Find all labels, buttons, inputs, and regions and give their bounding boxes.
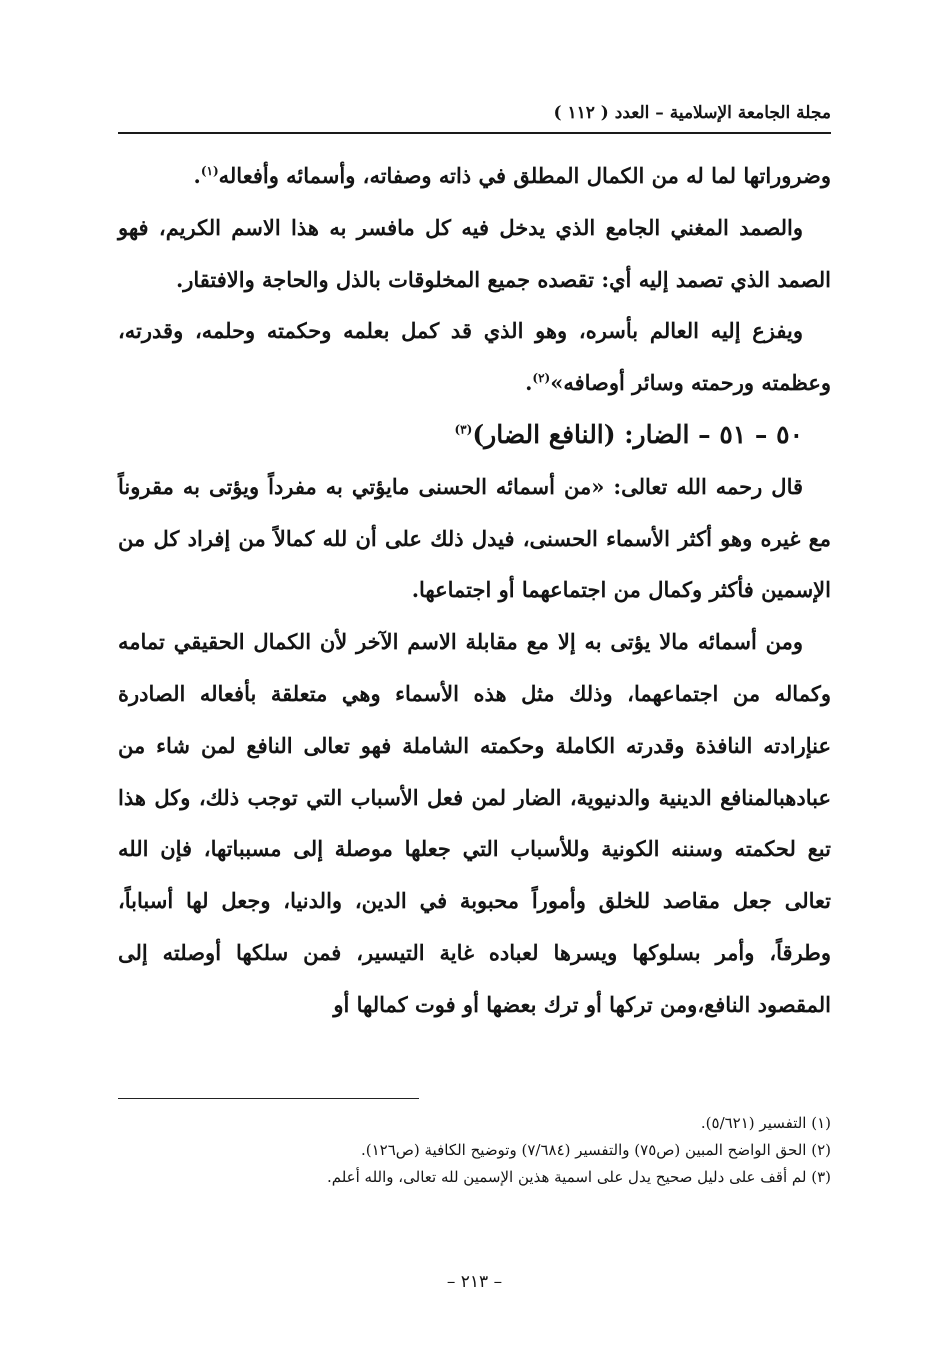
footnote-rule [118,1098,419,1099]
footnote-ref-1: (١) [200,164,219,178]
footnote-2: (٢) الحق الواضح المبين (ص٧٥) والتفسير (٧/٦٨٤) وتوضيح الكافية (ص١٢٦). [360,1141,831,1159]
paragraph-2: والصمد المغني الجامع الذي يدخل فيه كل مافسر به هذا الاسم الكريم، فهو الصمد الذي تصمد إليه أي: تقصده جميع المخلوقات بالذل والحاجة والافتقار. [118,214,831,292]
footnote-ref-2: (٢) [532,371,551,386]
body-text [118,150,831,1031]
header-rule [118,132,831,134]
footnote-3: (٣) لم أقف على دليل صحيح يدل على اسمية هذين الإسمين لله تعالى، والله أعلم. [326,1168,831,1186]
footnote-ref-3: (٣) [454,422,473,437]
paragraph-5: ومن أسمائه مالا يؤتى به إلا مع مقابلة الاسم الآخر لأن الكمال الحقيقي تمامه وكماله من اجتماعهما، وذلك مثل هذه الأسماء وهي متعلقة بأفعاله الصادرة عنإرادته النافذة وقدرته الكاملة وحكمته الشاملة فهو تعالى النافع لمن شاء من عبادهبالمنافع الدينية والدنيوية، الضار لمن فعل الأسباب التي توجب ذلك، وكل هذا تبع لحكمته وسننه الكونية وللأسباب التي جعلها موصلة إلى مسبباتها، فإن الله تعالى جعل مقاصد للخلق وأموراً محبوبة في الدين، والدنيا، وجعل لها أسباباً، وطرقاً، وأمر بسلوكها ويسرها لعباده غاية التيسير، فمن سلكها أوصلته إلى المقصود النافع،ومن تركها أو ترك بعضها أو فوت كمالها أو [118,629,831,1017]
paragraph-1: وضروراتها لما له من الكمال المطلق في ذاته وصفاته، وأسمائه وأفعاله$^{(١)}$. [193,163,831,188]
paragraph-4: قال رحمه الله تعالى: «من أسمائه الحسنى مايؤتي به مفرداً ويؤتى به مقروناً مع غيره وهو أكثر الأسماء الحسنى، فيدل ذلك على أن لله كمالاً من إفراد كل من الإسمين فأكثر وكمال من اجتماعهما أو اجتماعها. [118,473,831,603]
footnotes [118,1110,831,1191]
page-number: – ٢١٣ – [446,1272,503,1292]
footnote-1: (١) التفسير (٥/٦٢١). [700,1114,831,1132]
paragraph-3: ويفزع إليه العالم بأسره، وهو الذي قد كمل بعلمه وحكمته وحلمه، وقدرته، وعظمته ورحمته وسائر أوصافه»$^{(٢)}$. [118,318,831,396]
section-heading: ٥٠ – ٥١ – الضار: (النافع الضار)$^{(٣)}$ [454,419,803,449]
running-head: مجلة الجامعة الإسلامية – العدد ( ١١٢ ) [553,103,831,123]
